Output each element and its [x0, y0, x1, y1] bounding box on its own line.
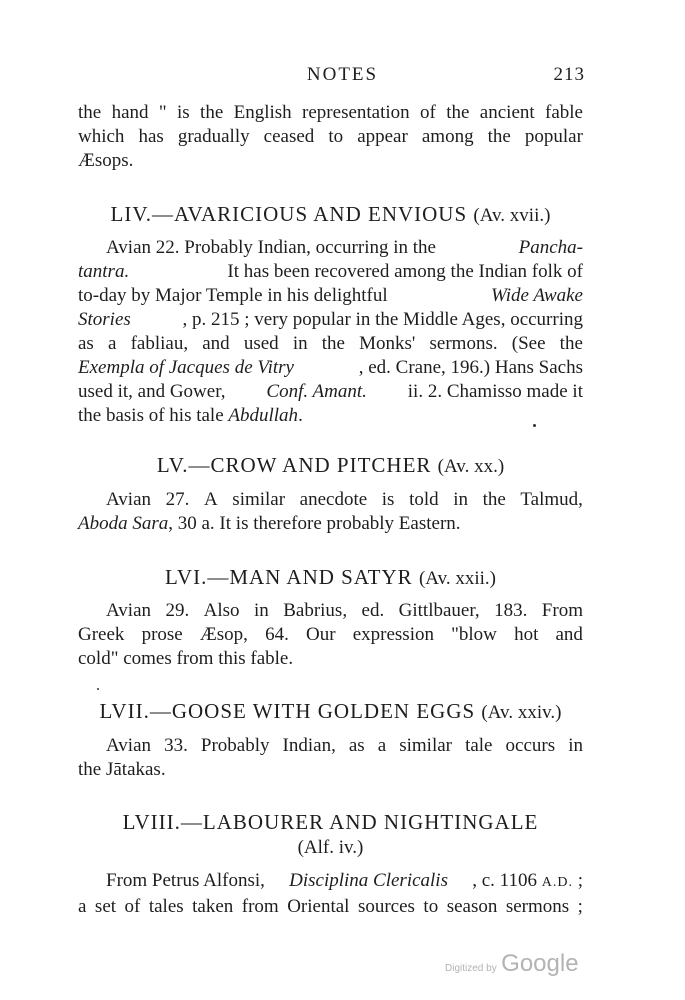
text-line: Greek prose Æsop, 64. Our expression "blow hot and	[78, 624, 583, 645]
text-line: the basis of his tale Abdullah.	[78, 405, 303, 426]
section-reference: (Av. xxii.)	[418, 568, 496, 589]
section-title: LV.—CROW AND PITCHER	[156, 453, 432, 477]
ink-speck	[97, 688, 99, 690]
text-line: Avian 22. Probably Indian, occurring in the Pancha-	[106, 237, 583, 258]
intro-paragraph	[78, 101, 583, 173]
section-title: LVI.—MAN AND SATYR	[165, 565, 413, 589]
text-line: which has gradually ceased to appear among the popular	[78, 126, 583, 147]
paragraph-lv	[78, 488, 583, 536]
text-line: tantra. It has been recovered among the Indian folk of	[78, 261, 583, 282]
page-number: 213	[553, 64, 585, 85]
paragraph-liv	[78, 236, 583, 428]
text-line: the hand " is the English representation of the ancient fable	[78, 102, 583, 123]
text-line: Æsops.	[78, 150, 134, 171]
text-line: the Jātakas.	[78, 759, 166, 780]
section-heading-liv	[78, 202, 583, 227]
paragraph-lviii	[78, 869, 583, 919]
text-line: used it, and Gower, Conf. Amant. ii. 2. Chamisso made it	[78, 381, 583, 402]
section-heading-lv	[78, 453, 583, 478]
text-line: cold" comes from this fable.	[78, 648, 294, 669]
text-line: Avian 33. Probably Indian, as a similar tale occurs in	[106, 735, 583, 756]
text-line: Exempla of Jacques de Vitry , ed. Crane, 196.) Hans Sachs	[78, 357, 583, 378]
ink-speck	[533, 424, 536, 427]
watermark-prefix: Digitized by	[445, 963, 497, 974]
section-heading-lviii	[78, 810, 583, 859]
section-reference: (Av. xx.)	[437, 456, 505, 477]
paragraph-lvi	[78, 599, 583, 671]
digitized-by-google-watermark	[445, 950, 579, 978]
section-title: LVIII.—LABOURER AND NIGHTINGALE	[122, 810, 539, 834]
section-title: LIV.—AVARICIOUS AND ENVIOUS	[110, 202, 468, 226]
section-heading-lvii	[78, 699, 583, 724]
section-reference: (Av. xvii.)	[473, 205, 551, 226]
paragraph-lvii	[78, 734, 583, 782]
text-line: as a fabliau, and used in the Monks' sermons. (See the	[78, 333, 583, 354]
text-line: Aboda Sara, 30 a. It is therefore probably Eastern.	[78, 513, 461, 534]
running-title: NOTES	[306, 64, 379, 85]
text-line: to-day by Major Temple in his delightful Wide Awake	[78, 285, 583, 306]
google-logo: Google	[501, 950, 579, 977]
section-heading-lvi	[78, 565, 583, 590]
text-line: a set of tales taken from Oriental sources to season sermons ;	[78, 896, 583, 917]
text-line: Stories , p. 215 ; very popular in the Middle Ages, occurring	[78, 309, 583, 330]
text-line: From Petrus Alfonsi, Disciplina Clericalis , c. 1106 A.D. ;	[106, 870, 583, 891]
text-line: Avian 29. Also in Babrius, ed. Gittlbauer, 183. From	[106, 600, 583, 621]
section-reference: (Alf. iv.)	[297, 837, 364, 858]
section-reference: (Av. xxiv.)	[481, 702, 562, 723]
text-line: Avian 27. A similar anecdote is told in the Talmud,	[106, 489, 583, 510]
section-title: LVII.—GOOSE WITH GOLDEN EGGS	[99, 699, 476, 723]
